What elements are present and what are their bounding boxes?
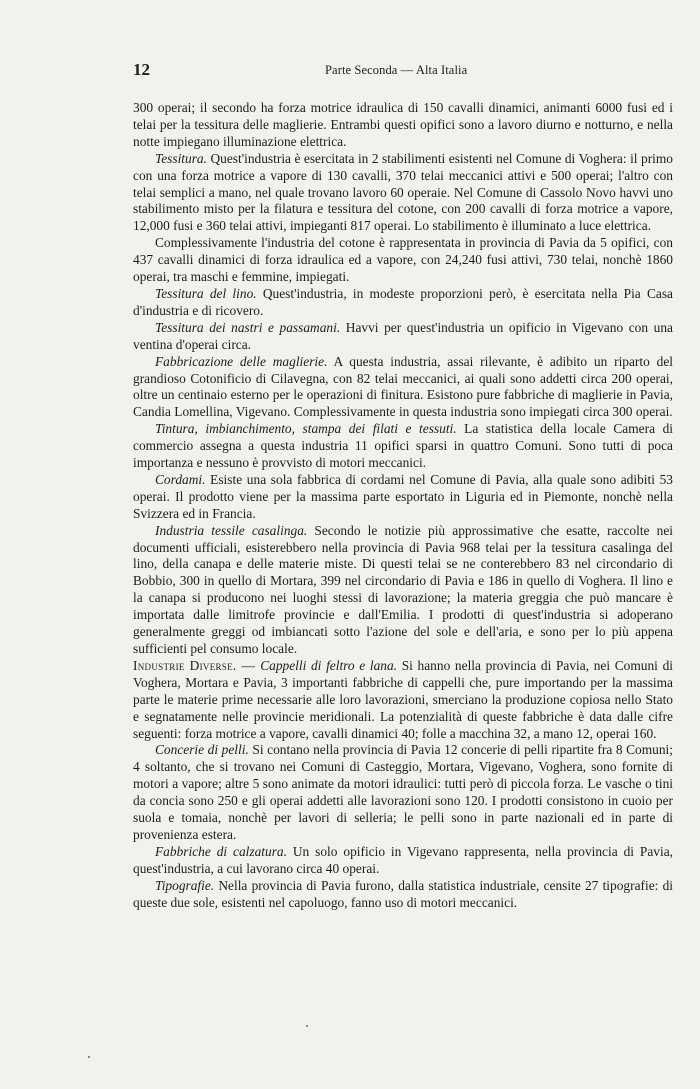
paragraph-text: Nella provincia di Pavia furono, dalla statistica industriale, censite 27 tipografie: di queste due sole, esistenti nel capoluogo, fanno uso di motori meccanici. bbox=[133, 877, 673, 910]
paper-speck bbox=[306, 1025, 308, 1027]
paragraph-nastri bbox=[133, 320, 673, 354]
paper-speck bbox=[88, 1056, 90, 1058]
section-title: Tipografie. bbox=[155, 877, 215, 893]
paragraph-cotone-summary bbox=[133, 235, 673, 286]
paragraph-casalinga bbox=[133, 523, 673, 658]
paragraph-text: Havvi per quest'industria un opificio in Vigevano con una ventina d'operai circa. bbox=[133, 319, 673, 352]
section-title: Cordami. bbox=[155, 471, 206, 487]
paragraph-text: 300 operai; il secondo ha forza motrice idraulica di 150 cavalli dinamici, animanti 6000 fusi ed i telai per la tessitura delle maglierie. Entrambi questi opifici sono a lavoro diurno e notturno, e nella notte impiegano illuminazione elettrica. bbox=[133, 100, 673, 149]
paragraph-text: Un solo opificio in Vigevano rappresenta, nella provincia di Pavia, quest'industria, a cui lavorano circa 40 operai. bbox=[133, 843, 673, 876]
paragraph-calzatura bbox=[133, 844, 673, 878]
section-title: Concerie di pelli. bbox=[155, 742, 249, 758]
paragraph-tessitura bbox=[133, 151, 673, 236]
paragraph-text: Complessivamente l'industria del cotone è rappresentata in provincia di Pavia da 5 opifici, con 437 cavalli dinamici di forza idraulica ed a vapore, con 24,240 fusi attivi, 730 telai, nonchè 1860 operai, tra maschi e femmine, impiegati. bbox=[133, 235, 673, 285]
running-title: Parte Seconda — Alta Italia bbox=[325, 63, 468, 77]
paragraph-text: Si contano nella provincia di Pavia 12 concerie di pelli ripartite fra 8 Comuni; 4 soltanto, che si trovano nei Comuni di Casteggio, Mortara, Vigevano, Voghera, sono fornite di motori a vapore; altre 5 sono animate da motori idraulici: tutti però di piccola forza. Le vasche o tini da concia sono 250 e gli operai addetti alle lavorazioni sono 120. I prodotti consistono in cuoio per suola e tomaia, nonchè per lavori di selleria; le pelli sono in parte nazionali ed in parte di provenienza estera. bbox=[133, 742, 673, 842]
paragraph-tintura bbox=[133, 421, 673, 472]
section-heading: Industrie Diverse. — bbox=[133, 657, 261, 673]
section-title: Cappelli di feltro e lana. bbox=[260, 657, 398, 673]
paragraph-text: Secondo le notizie più approssimative che esatte, raccolte nei documenti ufficiali, esisterebbero nella provincia di Pavia 968 telai per la tessitura casalinga del lino, della canapa e delle materie miste. Di questi telai se ne conterebbero 83 nel circondario di Bobbio, 300 in quello di Mortara, 399 nel circondario di Pavia e 186 in quello di Voghera. Il lino e la canapa si producono nei luoghi stessi di lavorazione; la materia greggia che può mancare è importata dalle limitrofe provincie e dall'Emilia. I prodotti di quest'industria si adoperano generalmente greggi od imbiancati sotto l'azione del sole e dell'aria, e sono per lo più appena sufficienti pel consumo locale. bbox=[133, 522, 673, 656]
page-header bbox=[133, 60, 673, 84]
section-title: Tessitura dei nastri e passamani. bbox=[155, 319, 341, 335]
paragraph-text: Quest'industria è esercitata in 2 stabilimenti esistenti nel Comune di Voghera: il primo con una forza motrice a vapore di 130 cavalli, 370 telai meccanici attivi e 500 operai; l'altro con telai semplici a mano, nel quale trovano lavoro 60 operaie. Nel Comune di Cassolo Novo havvi uno stabilimento misto per la filatura e tessitura del cotone, con 200 cavalli di forza motrice a vapore, 12,000 fusi e 360 telai attivi, impieganti 817 operai. Lo stabilimento è illuminato a luce elettrica. bbox=[133, 150, 673, 234]
paragraph-continuation bbox=[133, 100, 673, 151]
paragraph-text: A questa industria, assai rilevante, è adibito un riparto del grandioso Cotonificio di Cilavegna, con 82 telai meccanici, ai quali sono addetti circa 200 operai, oltre un centinaio esterno per le operazioni di finitura. Esistono pure fabbriche di maglierie in Pavia, Candia Lomellina, Vigevano. Complessivamente in questa industria sono impiegati circa 300 operai. bbox=[133, 353, 673, 420]
paragraph-tipografie bbox=[133, 878, 673, 912]
paragraph-cordami bbox=[133, 472, 673, 523]
section-title: Tessitura del lino. bbox=[155, 285, 257, 301]
page-number: 12 bbox=[133, 60, 150, 79]
paragraph-maglierie bbox=[133, 354, 673, 422]
section-title: Tintura, imbianchimento, stampa dei filati e tessuti. bbox=[155, 421, 457, 437]
paragraph-text: Esiste una sola fabbrica di cordami nel Comune di Pavia, alla quale sono adibiti 53 operai. Il prodotto viene per la massima parte esportato in Liguria ed in Piemonte, nonchè nella Svizzera ed in Francia. bbox=[133, 471, 673, 521]
paragraph-lino bbox=[133, 286, 673, 320]
paragraph-industrie-diverse bbox=[133, 658, 673, 743]
paragraph-text: La statistica della locale Camera di commercio assegna a questa industria 11 opifici sparsi in quattro Comuni. Sono tutti di poca importanza e nessuno è provvisto di motori meccanici. bbox=[133, 421, 673, 471]
section-title: Fabbricazione delle maglierie. bbox=[155, 353, 328, 369]
section-title: Industria tessile casalinga. bbox=[155, 522, 308, 538]
paragraph-text: Quest'industria, in modeste proporzioni però, è esercitata nella Pia Casa d'industria e di ricovero. bbox=[133, 285, 673, 318]
paragraph-concerie bbox=[133, 742, 673, 843]
paragraph-text: Si hanno nella provincia di Pavia, nei Comuni di Voghera, Mortara e Pavia, 3 importanti fabbriche di cappelli che, pure importando per la massima parte le materie prime necessarie alle loro lavorazioni, smerciano la produzione copiosa nello Stato e segnatamente nelle provincie meridionali. La potenzialità di queste fabbriche è data dalle cifre seguenti: forza motrice a vapore, cavalli dinamici 40; folle a macchina 32, a mano 12, operai 160. bbox=[133, 657, 673, 741]
body-text bbox=[133, 100, 673, 912]
section-title: Tessitura. bbox=[155, 150, 207, 166]
section-title: Fabbriche di calzatura. bbox=[155, 843, 287, 859]
